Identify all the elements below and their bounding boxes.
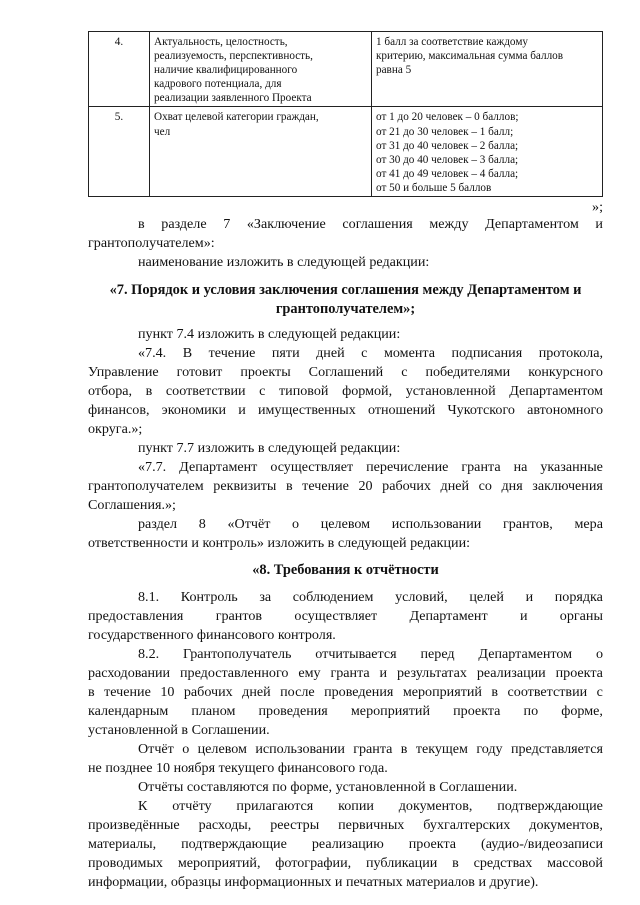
word: соглашения [342, 216, 413, 232]
word: и [379, 665, 388, 681]
word: в [88, 684, 95, 700]
criterion-name-line: кадрового потенциала, для [154, 78, 282, 91]
word: Департаментом [485, 216, 579, 232]
word: перед [420, 646, 455, 662]
criterion-name-line: Охват целевой категории граждан, [154, 111, 319, 124]
point82-line3 [88, 684, 603, 701]
word: установленной [405, 383, 496, 399]
word: соответствии [165, 383, 246, 399]
word: 10 [160, 684, 175, 700]
attachments-line4 [88, 855, 603, 872]
word: произведённые [88, 817, 180, 833]
word: гранта [461, 459, 501, 475]
word: условий, [395, 589, 448, 605]
word: дней [440, 478, 470, 494]
word: целевом [320, 516, 371, 532]
word: отчитывается [315, 646, 397, 662]
word: гранта [330, 665, 370, 681]
word: раздел [138, 516, 178, 532]
word: Департаментом [478, 646, 573, 662]
word: средствах [473, 855, 533, 871]
word: ему [298, 665, 321, 681]
criterion-score-cell [372, 32, 603, 107]
word: мероприятий [350, 703, 431, 719]
criterion-score-line: 1 балл за соответствие каждому [376, 36, 528, 48]
word: момента [383, 345, 435, 361]
section8-intro-line2: ответственности и контроль» изложить в следующей редакции: [88, 535, 471, 551]
word: календарным [88, 703, 169, 719]
word: порядка [554, 589, 603, 605]
word: Грантополучатель [182, 646, 292, 662]
word: публикации [365, 855, 438, 871]
word: Соглашений [308, 364, 384, 380]
word: Отчёт [138, 741, 174, 757]
word: результатах [396, 665, 467, 681]
criterion-name-line: чел [154, 125, 171, 138]
word: подтверждающие [497, 798, 603, 814]
word: после [280, 684, 315, 700]
criterion-name-line: наличие квалифицированного [154, 64, 298, 77]
report-deadline-line2: не позднее 10 ноября текущего финансового года. [88, 760, 388, 776]
word: имущественных [257, 402, 356, 418]
section8-heading: «8. Требования к отчётности [252, 562, 439, 578]
word: использовании [255, 741, 345, 757]
word: дней [316, 345, 345, 361]
criterion-name-cell [150, 107, 372, 197]
word: в [452, 855, 459, 871]
word: фотографии, [275, 855, 352, 871]
word: подписания [451, 345, 523, 361]
word: мера [574, 516, 603, 532]
word: «7.7. [138, 459, 167, 475]
section7-heading-line2: грантополучателем»; [275, 301, 416, 317]
criterion-score-cell [372, 107, 603, 197]
point82-line4 [88, 703, 603, 720]
word: экономики [161, 402, 227, 418]
criterion-score-line: от 1 до 20 человек – 0 баллов; [376, 111, 519, 124]
word: В [182, 345, 193, 361]
word: (аудио-/видеозаписи [481, 836, 603, 852]
point82-line1 [88, 646, 603, 663]
word: целевом [197, 741, 247, 757]
word: и [238, 402, 246, 418]
word: документов, [529, 817, 603, 833]
word: форме, [561, 703, 603, 719]
word: К [138, 798, 148, 814]
word: разделе [161, 216, 207, 232]
word: мероприятий [402, 684, 482, 700]
word: 8.2. [138, 646, 160, 662]
criterion-score-line: от 41 до 49 человек – 4 балла; [376, 167, 519, 180]
word: и [519, 608, 528, 624]
word: гранта [353, 741, 393, 757]
word: победителями [425, 364, 511, 380]
point77-line1 [88, 459, 603, 476]
word: финансов, [88, 402, 150, 418]
criterion-score-line: от 30 до 40 человек – 3 балла; [376, 153, 519, 166]
word: осуществляет [294, 608, 378, 624]
point81-line1 [88, 589, 603, 606]
point77-line3: Соглашения.»; [88, 497, 176, 513]
word: массовой [547, 855, 603, 871]
word: о [595, 646, 603, 662]
word: 20 [358, 478, 373, 494]
word: о [182, 741, 190, 757]
criterion-score-line: равна 5 [376, 64, 412, 77]
criterion-score-line: от 21 до 30 человек – 1 балл; [376, 125, 514, 138]
word: с [596, 684, 603, 700]
word: Управление [88, 364, 159, 380]
word: типовой [279, 383, 329, 399]
word: Департаментом [509, 383, 603, 399]
word: проекта [453, 703, 501, 719]
attachments-line3 [88, 836, 603, 853]
word: на [513, 459, 528, 475]
word: документов, [398, 798, 473, 814]
word: реализацию [311, 836, 384, 852]
word: органы [559, 608, 603, 624]
word: проводимых [88, 855, 163, 871]
word: расходы, [198, 817, 252, 833]
word: реализации [476, 665, 546, 681]
word: Департамент [409, 608, 488, 624]
point81-line3: государственного финансового контроля. [88, 627, 336, 643]
criterion-number-cell [89, 32, 150, 107]
word: в [145, 383, 153, 399]
word: течение [104, 684, 151, 700]
point77-line2 [88, 478, 603, 495]
word: отбора, [88, 383, 133, 399]
closing-quote: »; [592, 199, 603, 215]
report-deadline-line1 [88, 741, 603, 758]
criterion-name-cell [150, 32, 372, 107]
word: «Заключение [246, 216, 326, 232]
word: конкурсного [528, 364, 603, 380]
word: и [595, 216, 603, 232]
word: реквизиты [213, 478, 277, 494]
attachments-line2 [88, 817, 603, 834]
word: перечисление [366, 459, 449, 475]
word: подтверждающие [181, 836, 287, 852]
word: Департамент [179, 459, 258, 475]
word: году [476, 741, 503, 757]
word: с [401, 364, 408, 380]
word: указанные [540, 459, 603, 475]
section7-intro-line2: грантополучателем»: [88, 235, 215, 251]
word: за [259, 589, 272, 605]
word: между [429, 216, 469, 232]
word: проведения [324, 684, 394, 700]
criterion-name-line: реализации заявленного Проекта [154, 92, 312, 105]
word: рабочих [382, 478, 431, 494]
word: по [523, 703, 539, 719]
table-row [89, 32, 603, 107]
word: с [259, 383, 266, 399]
word: дня [501, 478, 523, 494]
word: со [478, 478, 492, 494]
word: отчёту [172, 798, 212, 814]
report-form-line: Отчёты составляются по форме, установленной в Соглашении. [138, 779, 518, 795]
criterion-number-line: 5. [114, 111, 124, 124]
word: бухгалтерских [423, 817, 511, 833]
word: предоставленного [179, 665, 289, 681]
word: соответствии [507, 684, 588, 700]
point77-instruction: пункт 7.7 изложить в следующей редакции: [138, 440, 401, 456]
section7-name-instruction: наименование изложить в следующей редакции: [138, 254, 430, 270]
word: рабочих [183, 684, 233, 700]
word: и [525, 589, 534, 605]
word: 8 [198, 516, 206, 532]
section7-heading-line1: «7. Порядок и условия заключения соглашения между Департаментом и [109, 282, 582, 298]
word: реестры [270, 817, 320, 833]
word: 7 [223, 216, 231, 232]
point74-line3 [88, 383, 603, 400]
word: мероприятий, [177, 855, 261, 871]
criterion-score-line: от 31 до 40 человек – 2 балла; [376, 139, 519, 152]
word: «Отчёт [227, 516, 271, 532]
point74-line5: округа.»; [88, 421, 143, 437]
word: отношений [367, 402, 436, 418]
word: Контроль [180, 589, 238, 605]
criterion-number-line: 4. [114, 36, 124, 48]
word: Чукотского [447, 402, 515, 418]
word: проекта [555, 665, 603, 681]
word: расходовании [88, 665, 171, 681]
attachments-line1 [88, 798, 603, 815]
word: с [361, 345, 368, 361]
word: грантов, [502, 516, 553, 532]
word: проведения [258, 703, 328, 719]
criteria-table-body [89, 32, 603, 197]
word: течение [302, 478, 349, 494]
word: текущем [415, 741, 468, 757]
word: готовит [176, 364, 223, 380]
word: пяти [271, 345, 300, 361]
word: в [400, 741, 408, 757]
word: осуществляет [270, 459, 354, 475]
word: в [138, 216, 145, 232]
section8-intro-line1 [88, 516, 603, 533]
word: протокола, [538, 345, 603, 361]
word: проекты [240, 364, 291, 380]
attachments-line5: информации, образцы информационных и печатных материалов и другие). [88, 874, 539, 890]
word: соблюдением [292, 589, 374, 605]
point81-line2 [88, 608, 603, 625]
point82-line2 [88, 665, 603, 682]
word: в [491, 684, 499, 700]
word: предоставления [88, 608, 184, 624]
criteria-table [88, 31, 603, 197]
word: 8.1. [138, 589, 160, 605]
criterion-name-line: реализуемость, перспективность, [154, 50, 313, 63]
word: проекта [408, 836, 457, 852]
section7-intro-line1 [88, 216, 603, 233]
word: о [292, 516, 300, 532]
word: грантов [215, 608, 263, 624]
point74-line4 [88, 402, 603, 419]
word: первичных [338, 817, 405, 833]
criterion-number-cell [89, 107, 150, 197]
word: представляется [510, 741, 603, 757]
word: автономного [527, 402, 603, 418]
point74-instruction: пункт 7.4 изложить в следующей редакции: [138, 326, 401, 342]
word: копии [338, 798, 374, 814]
word: планом [191, 703, 236, 719]
word: «7.4. [138, 345, 167, 361]
point74-line2 [88, 364, 603, 381]
point82-line5: установленной в Соглашении. [88, 722, 270, 738]
word: течение [208, 345, 256, 361]
word: грантополучателем [88, 478, 204, 494]
word: формой, [342, 383, 393, 399]
word: в [285, 478, 293, 494]
word: прилагаются [236, 798, 314, 814]
criterion-name-line: Актуальность, целостность, [154, 36, 288, 48]
point74-line1 [88, 345, 603, 362]
word: целей [469, 589, 504, 605]
criterion-score-line: от 50 и больше 5 баллов [376, 181, 492, 194]
word: заключения [532, 478, 603, 494]
word: материалы, [88, 836, 157, 852]
word: использовании [391, 516, 482, 532]
criterion-score-line: критерию, максимальная сумма баллов [376, 50, 564, 63]
word: дней [242, 684, 271, 700]
table-row [89, 107, 603, 197]
